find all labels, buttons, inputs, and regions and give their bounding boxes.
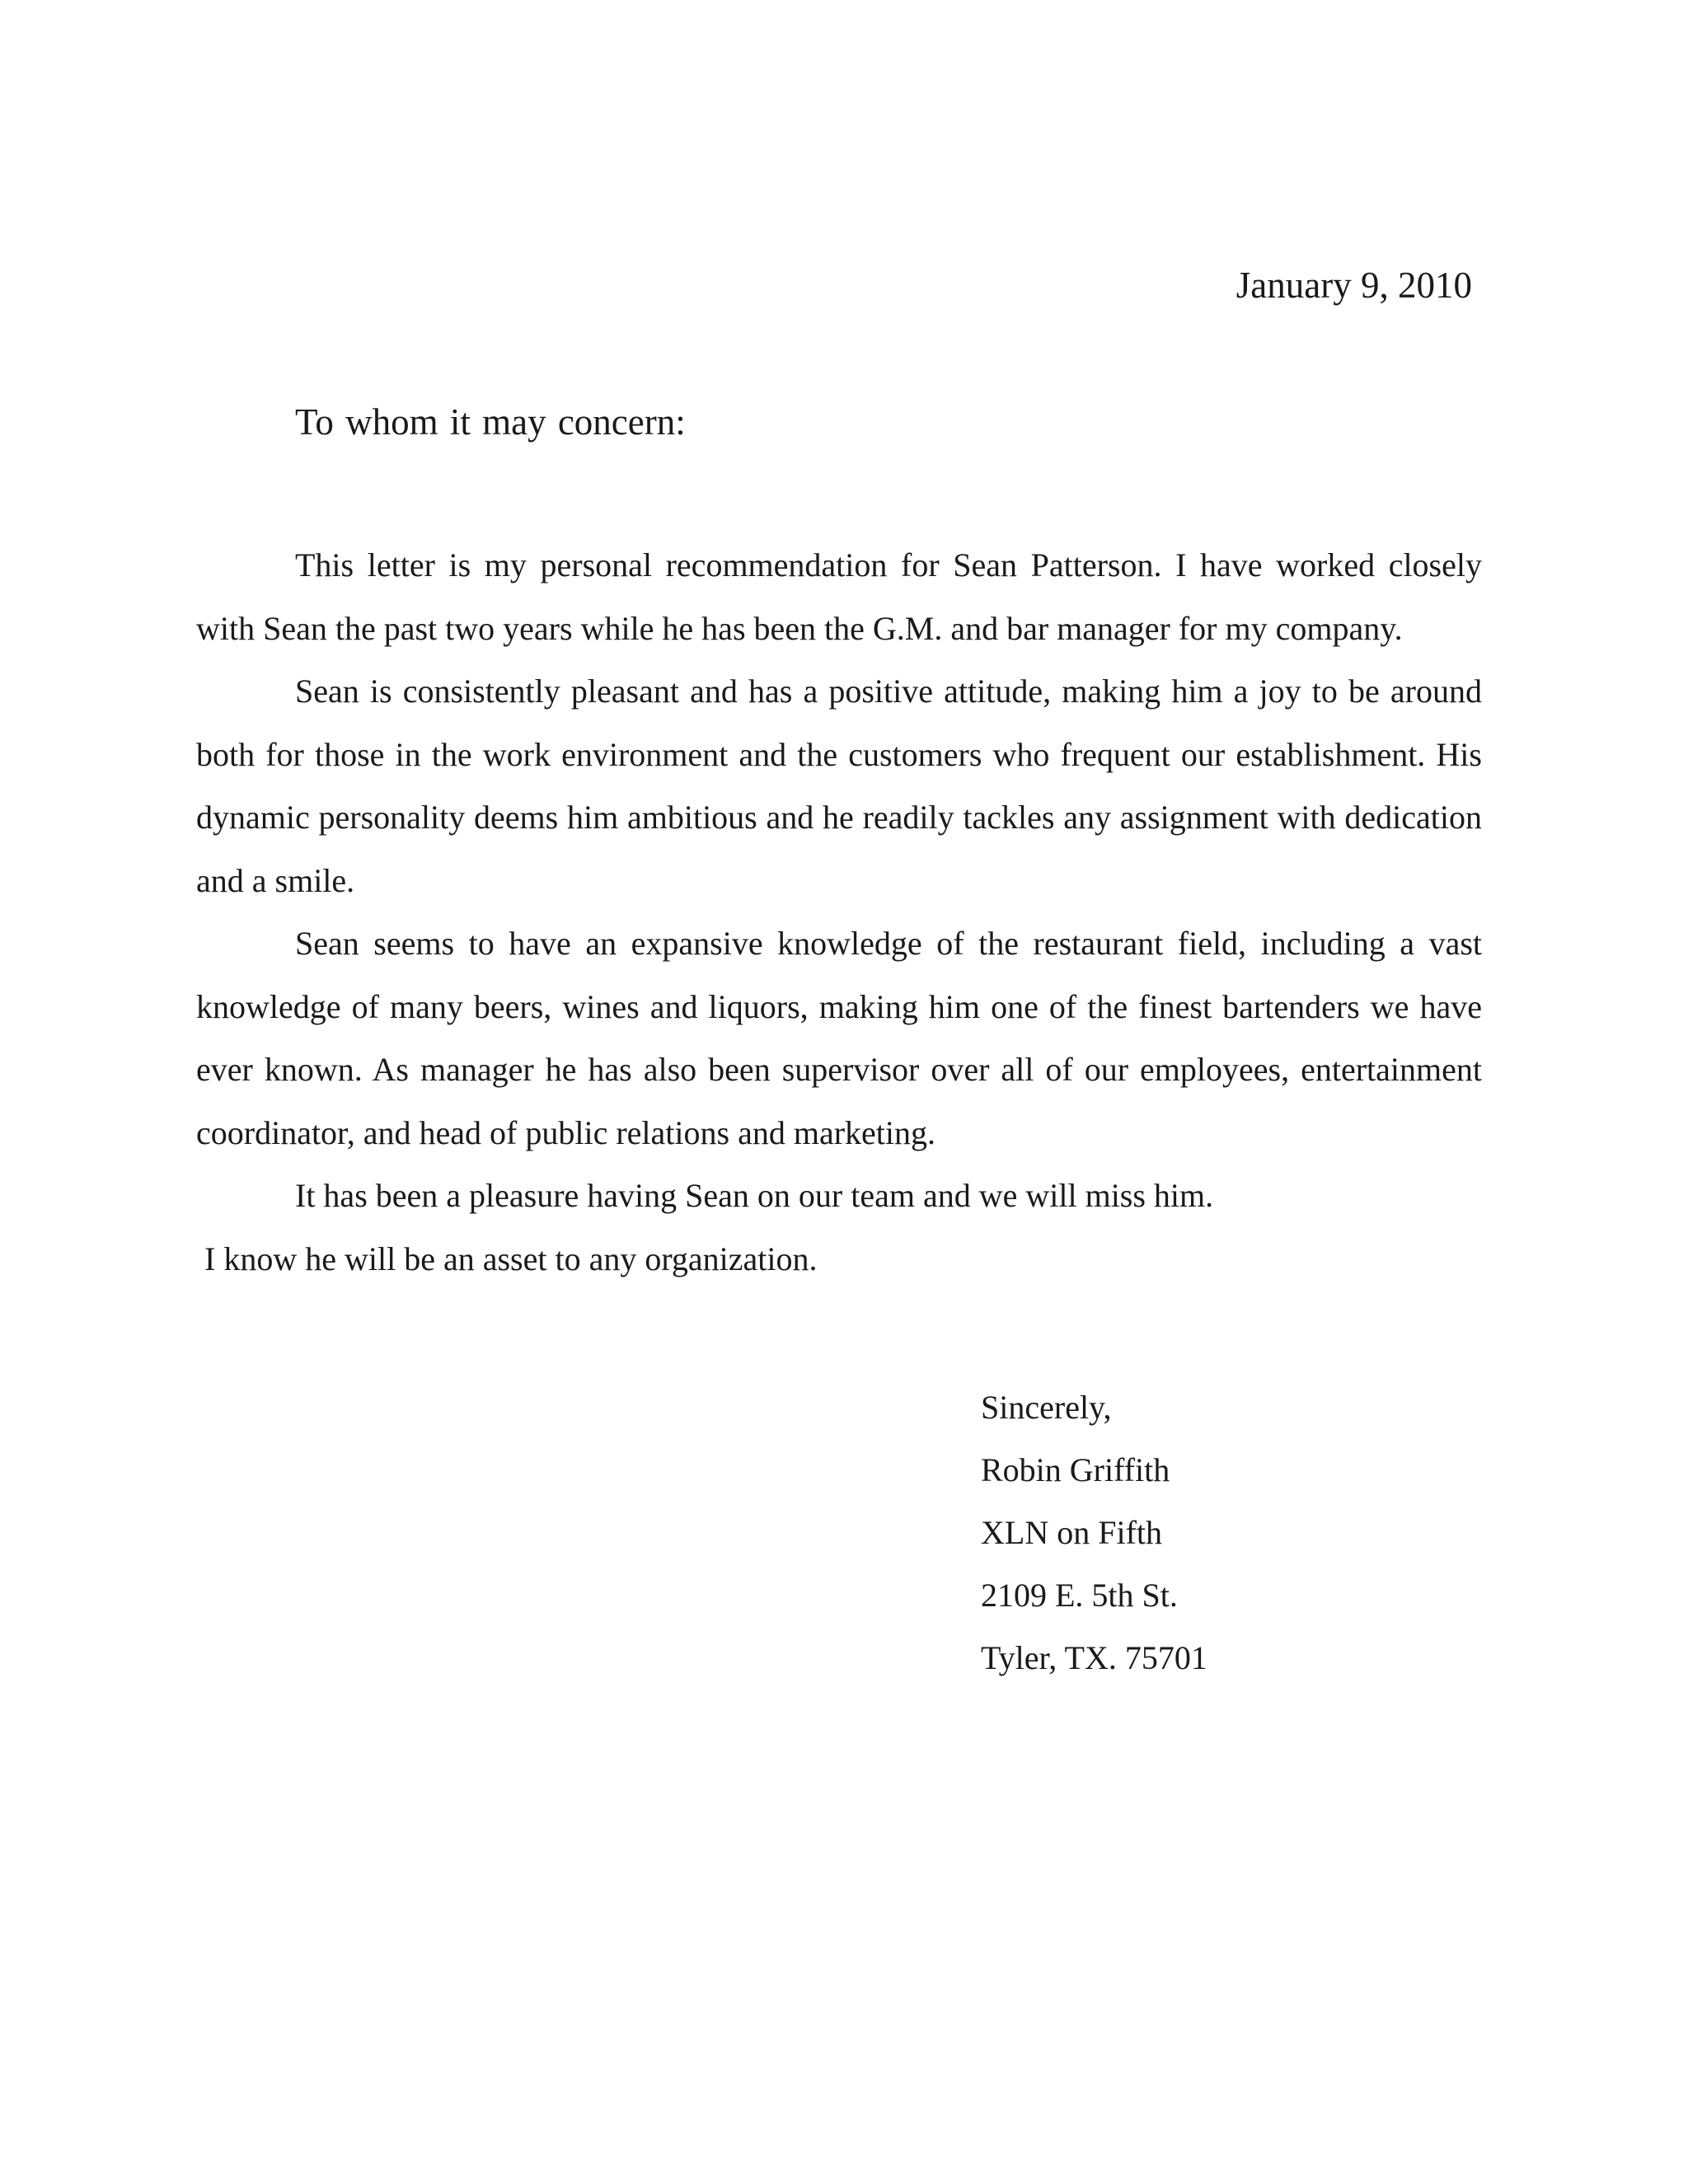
paragraph-knowledge: Sean seems to have an expansive knowledge of the restaurant field, including a vast knowledge of many beers, wines and liquors, making him one of the finest bartenders we have ever known. As manager he has also been supervisor over all of our employees, entertainment coordinator, and head of public relations and marketing. [196, 925, 1482, 1151]
salutation: To whom it may concern: [295, 401, 686, 443]
paragraph-recommendation: This letter is my personal recommendation for Sean Patterson. I have worked closely with Sean the past two years while he has been the G.M. and bar manager for my company. [196, 546, 1482, 647]
letter-body [196, 534, 1482, 1291]
final-line: I know he will be an asset to any organization. [204, 1240, 818, 1277]
letter-date: January 9, 2010 [1236, 265, 1472, 306]
address-city: Tyler, TX. 75701 [981, 1639, 1207, 1676]
paragraph-attitude: Sean is consistently pleasant and has a positive attitude, making him a joy to be around both for those in the work environment and the customers who frequent our establishment. His dynamic personality deems him ambitious and he readily tackles any assignment with dedication and a smile. [196, 673, 1482, 899]
signer-name: Robin Griffith [981, 1451, 1170, 1488]
company-name: XLN on Fifth [981, 1514, 1162, 1551]
address-street: 2109 E. 5th St. [981, 1577, 1178, 1614]
signature-block [981, 1376, 1207, 1690]
closing: Sincerely, [981, 1389, 1112, 1426]
paragraph-pleasure: It has been a pleasure having Sean on our team and we will miss him. [295, 1177, 1214, 1214]
